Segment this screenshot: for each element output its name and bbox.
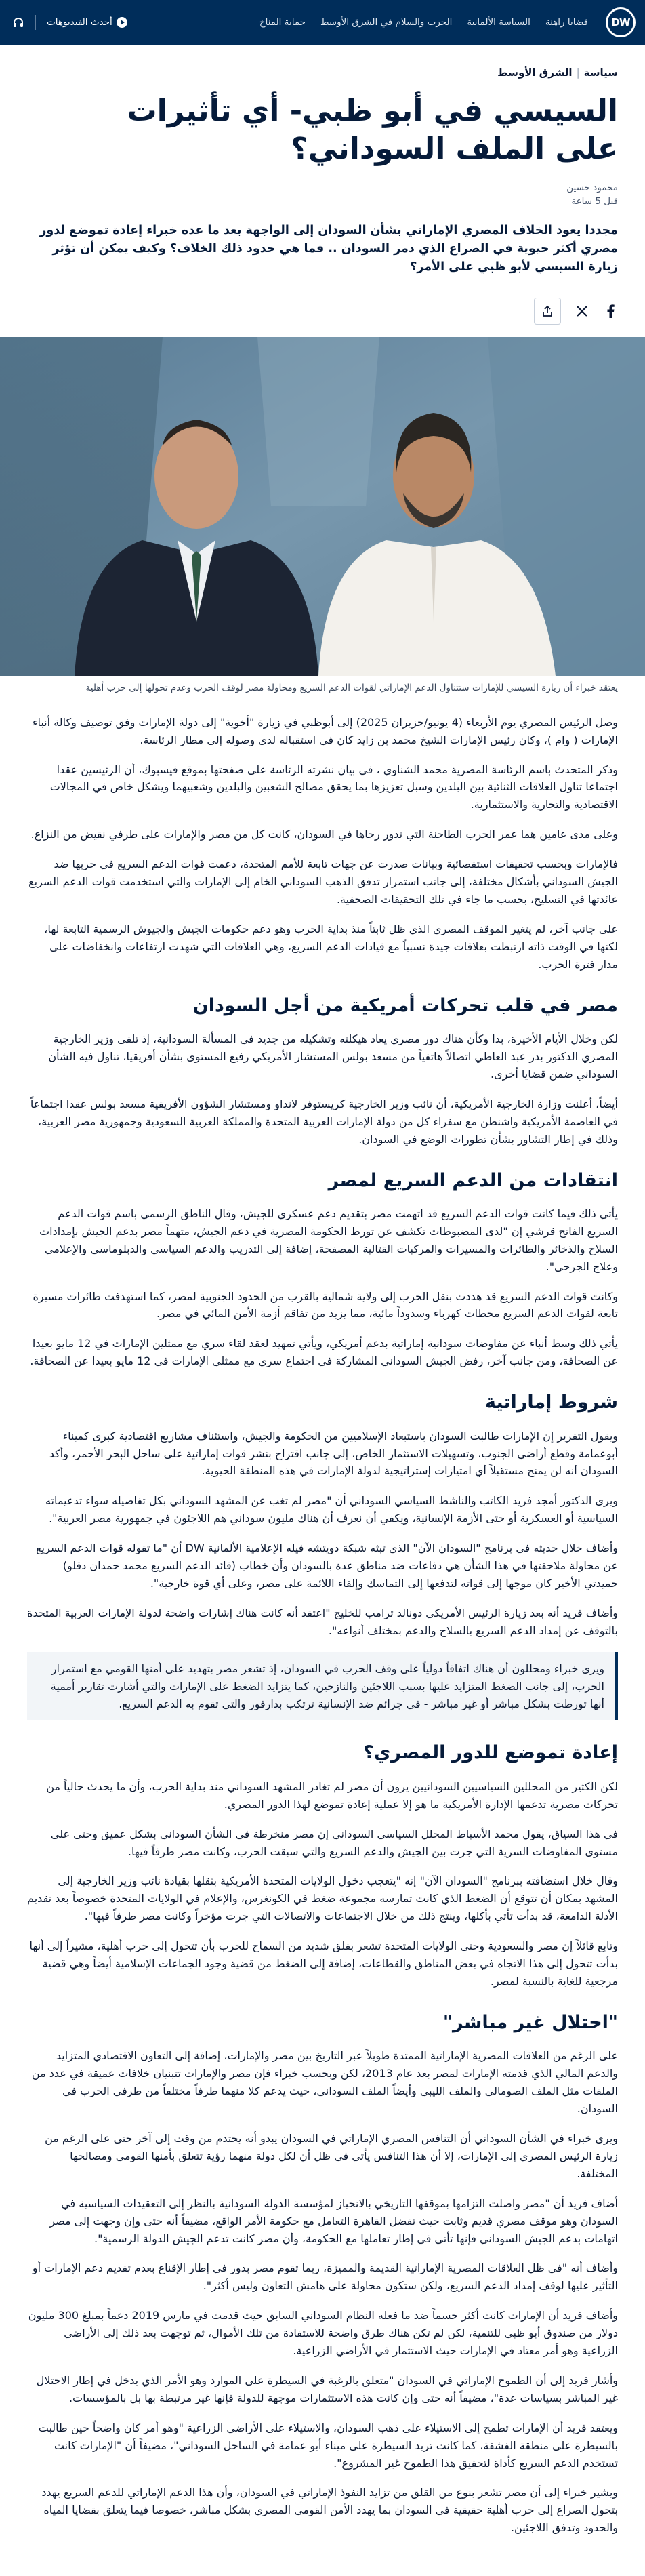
paragraph: وتابع قائلاً إن مصر والسعودية وحتى الولايات المتحدة تشعر بقلق شديد من السماح للحرب بأن تتحول إلى حرب أهلية، مشيراً إلى أنها بدأت تتحول إلى هذا الاتجاه في بعض المناطق والقطاعات، إضافة إلى الضغط من قضية وجود الجماعات الإسلامية أيضاً وهي قضية مرجعية للغاية بالنسبة لمصر. <box>29 1939 618 1988</box>
paragraph: ويقول التقرير إن الإمارات طالبت السودان باستبعاد الإسلاميين من الحكومة والجيش، واستئناف مشاريع اقتصادية كبرى كميناء أبوعمامة وقطع أراضي الجنوب، وتسهيلات الاستثمار الخاص، إلى جانب اقتراح بنشر قوات إماراتية على ساحل البحر الأحمر، وأكد السودان أنه لن يمنح مستقبلاً أي امتيازات إستراتيجية لدولة الإمارات في هذه المنطقة الحيوية. <box>49 1429 618 1478</box>
nav-actions <box>12 15 127 30</box>
paragraph: ويرى خبراء ومحللون أن هناك اتفاقاً دولياً على وقف الحرب في السودان، إذ تشعر مصر بتهديد على أمنها القومي مع استمرار الحرب، إلى جانب الضغط المتزايد عليها بسبب اللاجئين والنازحين، كما يتزايد الضغط على الإمارات والتي أشارت تقارير أممية أنها تورطت بشكل مباشر أو غير مباشر - في جرائم ضد الإنسانية ترتكب بدارفور والتي تقوم به الدعم السريع. <box>50 1662 604 1710</box>
paragraph: يأتي ذلك وسط أنباء عن مفاوضات سودانية إماراتية بدعم أمريكي، ويأتي تمهيد لعقد لقاء سري مع ممثلين الإمارات في 12 مايو بعيدا عن الصحافة، ومن جانب آخر، رفض الجيش السوداني المشاركة في اجتماع سري مع ممثلي الإمارات في 12 مايو بعيدا عن الصحافة. <box>30 1337 618 1368</box>
latest-videos-button[interactable] <box>47 17 127 28</box>
article-body <box>0 704 645 2576</box>
main-nav <box>259 17 588 28</box>
paragraph: وأضاف فريد أنه بعد زيارة الرئيس الأمريكي دونالد ترامب للخليج "اعتقد أنه كانت هناك إشارات واضحة لدولة الإمارات العربية المتحدة بالتوقف عن إمداد الدعم السريع بالسلاح والدعم بمختلف أنواعه". <box>27 1606 618 1637</box>
breadcrumb-separator: | <box>576 66 580 79</box>
nav-link-climate[interactable]: حماية المناخ <box>259 17 306 28</box>
paragraph: وعلى مدى عامين هما عمر الحرب الطاحنة التي تدور رحاها في السودان، كانت كل من مصر والإمارات على طرفي نقيض من النزاع. <box>30 828 618 841</box>
paragraph: لكن الكثير من المحللين السياسيين السودانيين يرون أن مصر لم تغادر المشهد السوداني منذ بداية الحرب، وأن ما يحدث حالياً من تحركات مصرية تدعمها الإدارة الأمريكية ما هو إلا عملية إعادة تموضع لهذا الدور المصري. <box>46 1779 618 1811</box>
breadcrumb-middle-east[interactable]: الشرق الأوسط <box>497 66 573 79</box>
section-heading: شروط إماراتية <box>484 1392 618 1413</box>
photo-sisi-mbz <box>0 337 645 676</box>
top-navigation <box>0 0 645 45</box>
paragraph: وأضاف فريد أن الإمارات كانت أكثر حسماً ضد ما فعله النظام السوداني السابق حيث قدمت في مارس 2019 دعماً بمبلغ 300 مليون دولار من صندوق أبو ظبي للتنمية، لكن لم تكن هناك طرق واضحة للاستفادة من تلك الأموال، ثم توجهت بعد ذلك إلى الأراضي الزراعية وهو أمر معتاد في الإمارات حيث الاستثمار في الأراضي الزراعية. <box>28 2309 618 2358</box>
paragraph: ويرى الدكتور أمجد فريد الكاتب والناشط السياسي السوداني أن "مصر لم تغب عن المشهد السوداني بكل تفاصيله سواء تدعيماته السياسية أو العسكرية أو حتى الأزمة الإنسانية، ويكفي أن نعرف أن هناك مليون سوداني هم اللاجئون في جمهورية مصر العربية". <box>45 1494 618 1525</box>
paragraph: وأضاف خلال حديثه في برنامج "السودان الآن" الذي تبثه شبكة دويتشه فيله الإعلامية الألمانية DW أن "ما تقوله قوات الدعم السريع عن محاولة ملاحقتها في هذا الشأن هي دفاعات ضد مناطق عدة بالسودان وأن خطاب (قائد الدعم السريع محمد حمدان دقلو) حميدتي الأخير كان موجها إلى قواته لتدفعها إلى التماسك وإلقاء اللائمة على مصر، وعلى أي قوة خارجية". <box>36 1542 618 1590</box>
share-icon[interactable] <box>534 298 561 325</box>
play-icon <box>117 17 127 28</box>
paragraph: يأتي ذلك فيما كانت قوات الدعم السريع قد اتهمت مصر بتقديم دعم عسكري للجيش، وقال الناطق الرسمي باسم قوات الدعم السريع الفاتح قرشي إن "لدى المضبوطات تكشف عن تورط الحكومة المصرية في دعم الجيش، متهماً مصر بدعم الجيش بإمدادات السلاح والذخائر والطائرات والمسيرات والمركبات القتالية المصفحة، إضافة إلى التدريب والدعم السياسي والدبلوماسي والإعلامي وعلاج الجرحى". <box>39 1207 618 1273</box>
share-bar <box>27 298 618 337</box>
paragraph: وكانت قوات الدعم السريع قد هددت بنقل الحرب إلى ولاية شمالية بالقرب من الحدود الجنوبية لمصر، كما استهدفت طائرات مسيرة تابعة لقوات الدعم السريع محطات كهرباء وسدوداً مائية، مما يزيد من تفاقم أزمة الأمن المائي في مصر. <box>33 1289 618 1321</box>
photo-caption <box>0 676 645 704</box>
hero-photo <box>0 337 645 704</box>
article-header <box>0 45 645 337</box>
breadcrumb <box>27 66 618 79</box>
nav-link-current-issues[interactable]: قضايا راهنة <box>545 17 588 28</box>
paragraph: في هذا السياق، يقول محمد الأسباط المحلل السياسي السوداني إن مصر منخرطة في الشأن السوداني بشكل عميق وحتى على مستوى المفاوضات السرية التي جرت بين الجيش والدعم السريع والتي سبقت الحرب، وكانت مصر طرفاً فيها. <box>50 1827 618 1858</box>
paragraph: وأشار فريد إلى أن الطموح الإماراتي في السودان "متعلق بالرغبة في السيطرة على الموارد وهو الأمر الذي يدخل في إطار الاحتلال غير المباشر بسياسات عدة"، مضيفاً أنه حتى وإن كانت هذه الاستثمارات موجهة للدولة فإنها غير مرتبطة بها بل بالمؤسسات. <box>36 2373 618 2404</box>
publish-time: قبل 5 ساعة <box>571 195 618 207</box>
latest-videos-label: أحدث الفيديوهات <box>47 17 112 28</box>
section-heading: مصر في قلب تحركات أمريكية من أجل السودان <box>192 994 618 1016</box>
caption-text: يعتقد خبراء أن زيارة السيسي للإمارات ستتناول الدعم الإماراتي لقوات الدعم السريع ومحاولة مصر لوقف الحرب وعدم تحولها إلى حرب أهلية <box>85 682 618 693</box>
section-heading: انتقادات من الدعم السريع لمصر <box>328 1169 618 1191</box>
nav-link-german-politics[interactable]: السياسة الألمانية <box>467 17 530 28</box>
breadcrumb-politics[interactable]: سياسة <box>583 66 618 79</box>
paragraph: لكن وخلال الأيام الأخيرة، بدا وكأن هناك دور مصري يعاد هيكلته وتشكيله من جديد في المسألة السودانية، إذ تلقى وزير الخارجية المصري الدكتور بدر عبد العاطي اتصالاً هاتفياً من مسعد بولس المستشار الأمريكي رفيع المستوى بشأن أفريقيا، تناول فيه الشأن السوداني ضمن قضايا أخرى. <box>48 1032 618 1081</box>
paragraph: وذكر المتحدث باسم الرئاسة المصرية محمد الشناوي ، في بيان نشرته الرئاسة على صفحتها بموقع فيسبوك، أن الرئيسين عقدا اجتماعا تناول العلاقات الثنائية بين البلدين وسبل تعزيزها بما يحقق مصالح الشعبين والبلدين وشعبيهما ويشكل خاص في المجالات الاقتصادية والتجارية والاستثمارية. <box>49 763 618 811</box>
paragraph: على الرغم من العلاقات المصرية الإماراتية الممتدة طويلاً عبر التاريخ بين مصر والإمارات، إضافة إلى التعاون الاقتصادي المتزايد والدعم المالي الذي قدمته الإمارات لمصر بعد عام 2013، لكن وبحسب خبراء فإن مصر والإمارات تتبنيان خلافات عميقة في عدد من الملفات مثل الملف الصومالي والملف الليبي وأيضاً الملف السوداني، حيث يدعم كلا منهما طرفاً مختلفاً من طرفي الحرب في السودان. <box>31 2049 618 2116</box>
photo-illustration <box>0 337 645 676</box>
paragraph: ويرى خبراء في الشأن السوداني أن التنافس المصري الإماراتي في السودان يبدو أنه يحتدم من وقت إلى آخر حتى على الرغم من زيارة الرئيس المصري إلى الإمارات، إلا أن هذا التنافس يأتي في ظل أن لكل دولة منهما رؤية تتعلق بأمنها القومي ومصالحها المختلفة. <box>45 2131 618 2180</box>
author-name[interactable]: محمود حسين <box>566 182 618 193</box>
dw-logo[interactable]: DW <box>606 7 636 37</box>
paragraph: أيضاً، أعلنت وزارة الخارجية الأمريكية، أن نائب وزير الخارجية كريستوفر لانداو ومستشار الشؤون الأفريقية مسعد بولس عقدا اجتماعاً في العاصمة الأمريكية واشنطن مع سفراء كل من دولة الإمارات العربية المتحدة والمملكة العربية السعودية وجمهورية مصر العربية، وذلك في إطار التشاور بشأن تطورات الوضع في السودان. <box>30 1097 618 1146</box>
paragraph: أضاف فريد أن "مصر واصلت التزامها بموقفها التاريخي بالانحياز لمؤسسة الدولة السودانية بالنظر إلى التعقيدات السياسية في السودان وهو موقف مصري قديم وثابت حيث تفضل القاهرة التعامل مع حكومة الأمر الواقع، مضيفاً أنه حتى وإن وجهت إلى مصر اتهامات بدعم الجيش السوداني فإنها تأتي في إطار تعاملها مع الحكومة، وأن مصر كانت تدعم الجيش الدولة الرسمية". <box>49 2196 618 2245</box>
paragraph: على جانب آخر، لم يتغير الموقف المصري الذي ظل ثابتاً منذ بداية الحرب وهو دعم حكومات الجيش والجيوش الرسمية التابعة لها، لكنها في الوقت ذاته ارتبطت بعلاقات جيدة نسبياً مع قيادات الدعم السريع، وهي العلاقات التي شهدت ارتفاعات وانخفاضات على مدار فترة الحرب. <box>44 922 618 971</box>
article-title: السيسي في أبو ظبي- أي تأثيرات على الملف السوداني؟ <box>127 94 618 167</box>
paragraph: وقال خلال استضافته ببرنامج "السودان الآن" إنه "يتعجب دخول الولايات المتحدة الأمريكية بثقلها بقيادة نائب وزير الخارجية إلى المشهد بمكان أن تتوقع أن الضغط الذي كانت تمارسه مجموعة ضغط في الكونغرس، والإعلام في الولايات المتحدة خصوصاً بعد تقديم الأدلة الدامغة، قد بدأت تأتي بأكلها، وينتج ذلك من خلال الاجتماعات والاتصالات التي جرت مؤخراً وكانت مصر طرفاً فيها". <box>27 1874 618 1923</box>
paragraph: ويشير خبراء إلى أن مصر تشعر بنوع من القلق من تزايد النفوذ الإماراتي في السودان، وأن هذا الدعم الإماراتي للدعم السريع يهدد بتحول الصراع إلى حرب أهلية حقيقية في السودان بما يهدد الأمن القومي المصري بشكل مباشر، خصوصا فيما يتعلق بقضايا المياه والحدود وتدفق اللاجئين. <box>41 2486 618 2535</box>
paragraph: فالإمارات وبحسب تحقيقات استقصائية وبيانات صدرت عن جهات تابعة للأمم المتحدة، دعمت قوات الدعم السريع في حربها ضد الجيش السوداني بأشكال مختلفة، إلى جانب استمرار تدفق الذهب السوداني الخام إلى الإمارات والتي استخدمت قوات الدعم السريع عائدتها في التسليح، بحسب ما جاء في تلك التحقيقات الصحفية. <box>28 858 618 906</box>
headphones-icon[interactable] <box>12 16 24 28</box>
paragraph: وأضاف أنه "في ظل العلاقات المصرية الإماراتية القديمة والمميزة، ربما تقوم مصر بدور في إطار الإقناع بعدم تقديم دعم الإمارات أو التأثير عليها لوقف إمداد الدعم السريع، ولكن ستكون محاولة على هامش التعاون وليس أكثر". <box>32 2261 618 2293</box>
paragraph: وصل الرئيس المصري يوم الأربعاء (4 يونيو/حزيران 2025) إلى أبوظبي في زيارة "أخوية" إلى دولة الإمارات وفق توصيف وكالة أنباء الإمارات ( وام )، وكان رئيس الإمارات الشيخ محمد بن زايد كان في استقباله لدى وصوله إلى مطار الرئاسة. <box>32 715 618 746</box>
article-lead: مجددا يعود الخلاف المصري الإماراتي بشأن السودان إلى الواجهة بعد ما عده خبراء إعادة تموضع لدور مصري أكثر حيوية في الصراع الذي دمر السودان .. فما هي حدود ذلك الخلاف؟ وكيف يمكن أن تؤثر زيارة السيسي لأبو ظبي على الأمر؟ <box>39 224 618 275</box>
nav-link-middle-east-war[interactable]: الحرب والسلام في الشرق الأوسط <box>320 17 453 28</box>
facebook-icon[interactable] <box>603 304 618 319</box>
section-heading: "احتلال غير مباشر" <box>442 2011 618 2033</box>
nav-divider <box>35 15 36 30</box>
section-heading: إعادة تموضع للدور المصري؟ <box>363 1742 618 1764</box>
highlighted-paragraph <box>27 1652 618 1721</box>
paragraph: ويعتقد فريد أن الإمارات تطمح إلى الاستيلاء على ذهب السودان، والاستيلاء على الأراضي الزراعية "وهو أمر كان واضحاً حين طالبت بالسيطرة على منطقة الفشقة، كما كانت تريد السيطرة على ميناء أبو عمامة في الساحل السوداني"، مضيفاً أن "الإمارات كانت تستخدم الدعم السريع كأداة لتحقيق هذا الطموح غير المشروع". <box>38 2421 618 2470</box>
x-icon[interactable] <box>575 304 589 319</box>
byline <box>27 181 618 209</box>
